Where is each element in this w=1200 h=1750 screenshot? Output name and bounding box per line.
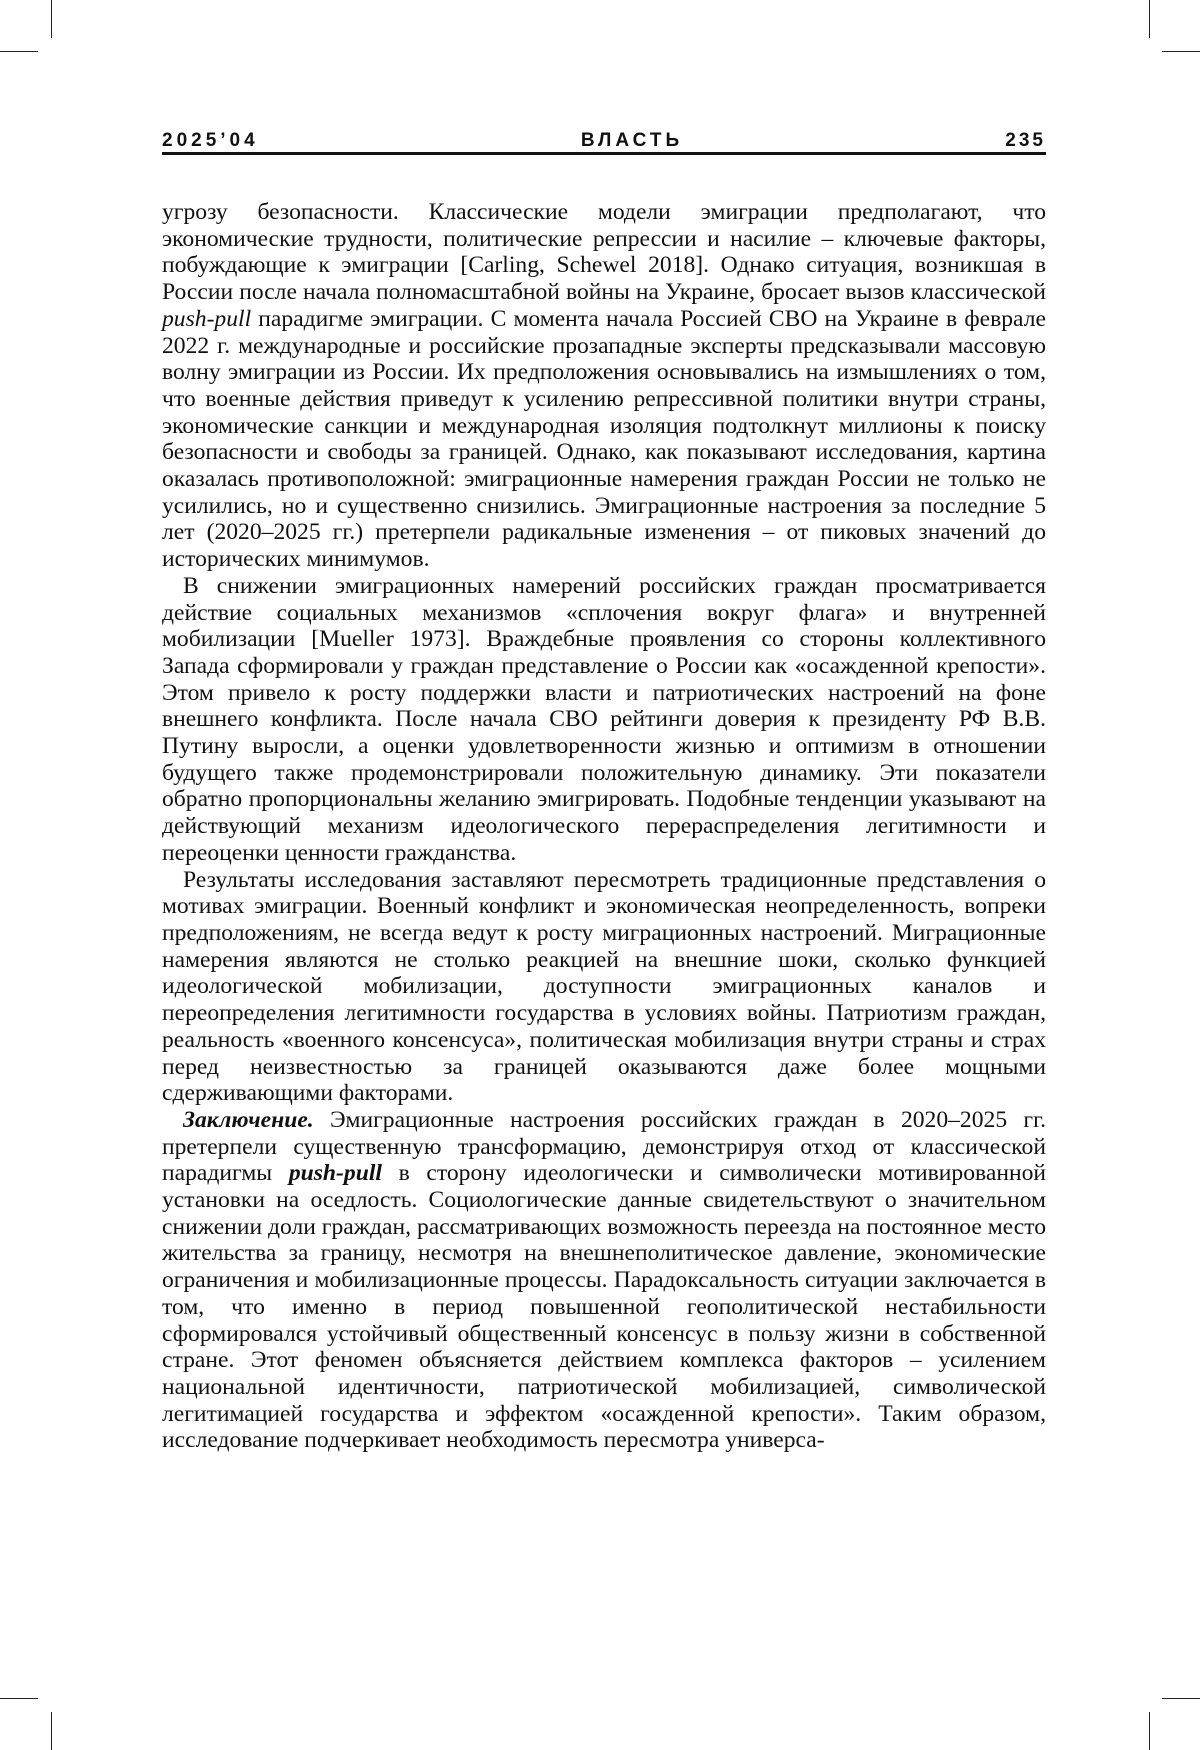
paragraph-1: угрозу безопасности. Классические модели эмиграции предполагают, что экономические трудности, политические репрессии и насилие – ключевые факторы, побуждающие к эмиграции [Carling, Schewel 2018]. Однако ситуация, возникшая в России после начала полномасштабной войны на Украине, бросает вызов классической push-pull парадигме эмиграции. С момента начала Россией СВО на Украине в феврале 2022 г. международные и российские прозападные эксперты предсказывали массовую волну эмиграции из России. Их предположения основывались на измышлениях о том, что военные действия приведут к усилению репрессивной политики внутри страны, экономические санкции и международная изоляция подтолкнут миллионы к поиску безопасности и свободы за границей. Однако, как показывают исследования, картина оказалась противоположной: эмиграционные намерения граждан России не только не усилились, но и существенно снизились. Эмиграционные настроения за последние 5 лет (2020–2025 гг.) претерпели радикальные изменения – от пиковых значений до исторических минимумов. (162, 199, 1046, 573)
crop-mark-bottom-left-vertical (51, 1712, 52, 1750)
crop-mark-bottom-right-vertical (1149, 1712, 1150, 1750)
paragraph-conclusion: Заключение. Эмиграционные настроения российских граждан в 2020–2025 гг. претерпели существенную трансформацию, демонстрируя отход от классической парадигмы push-pull в сторону идеологически и символически мотивированной установки на оседлость. Социологические данные свидетельствуют о значительном снижении доли граждан, рассматривающих возможность переезда на постоянное место жительства за границу, несмотря на внешнеполитическое давление, экономические ограничения и мобилизационные процессы. Парадоксальность ситуации заключается в том, что именно в период повышенной геополитической нестабильности сформировался устойчивый общественный консенсус в пользу жизни в собственной стране. Этот феномен объясняется действием комплекса факторов – усилением национальной идентичности, патриотической мобилизацией, символической легитимацией государства и эффектом «осажденной крепости». Таким образом, исследование подчеркивает необходимость пересмотра универса- (162, 1107, 1046, 1454)
issue-label: 2025’04 (162, 130, 259, 152)
italic-term: push-pull (289, 1160, 382, 1186)
page-number: 235 (1005, 130, 1046, 152)
paragraph-3: Результаты исследования заставляют пересмотреть традиционные представления о мотивах эмиграции. Военный конфликт и экономическая неопределенность, вопреки предположениям, не всегда ведут к росту миграционных настроений. Миграционные намерения являются не столько реакцией на внешние шоки, сколько функцией идеологической мобилизации, доступности эмиграционных каналов и переопределения легитимности государства в условиях войны. Патриотизм граждан, реальность «военного консенсуса», политическая мобилизация внутри страны и страх перед неизвестностью за границей оказываются даже более мощными сдерживающими факторами. (162, 867, 1046, 1107)
crop-mark-top-right-horizontal (1162, 51, 1200, 52)
crop-mark-top-left-vertical (51, 0, 52, 38)
crop-mark-bottom-right-horizontal (1162, 1698, 1200, 1699)
running-head (162, 126, 1046, 152)
crop-mark-bottom-left-horizontal (0, 1698, 38, 1699)
conclusion-heading: Заключение. (183, 1107, 314, 1133)
header-rule (162, 152, 1046, 155)
journal-title: ВЛАСТЬ (581, 130, 683, 152)
paragraph-2: В снижении эмиграционных намерений российских граждан просматривается действие социальных механизмов «сплочения вокруг флага» и внутренней мобилизации [Mueller 1973]. Враждебные проявления со стороны коллективного Запада сформировали у граждан представление о России как «осажденной крепости». Этом привело к росту поддержки власти и патриотических настроений на фоне внешнего конфликта. После начала СВО рейтинги доверия к президенту РФ В.В. Путину выросли, а оценки удовлетворенности жизнью и оптимизм в отношении будущего также продемонстрировали положительную динамику. Эти показатели обратно пропорциональны желанию эмигрировать. Подобные тенденции указывают на действующий механизм идеологического перераспределения легитимности и переоценки ценности гражданства. (162, 573, 1046, 867)
italic-term: push-pull (162, 306, 251, 332)
crop-mark-top-left-horizontal (0, 51, 38, 52)
crop-mark-top-right-vertical (1149, 0, 1150, 38)
body-text (162, 199, 1046, 1454)
